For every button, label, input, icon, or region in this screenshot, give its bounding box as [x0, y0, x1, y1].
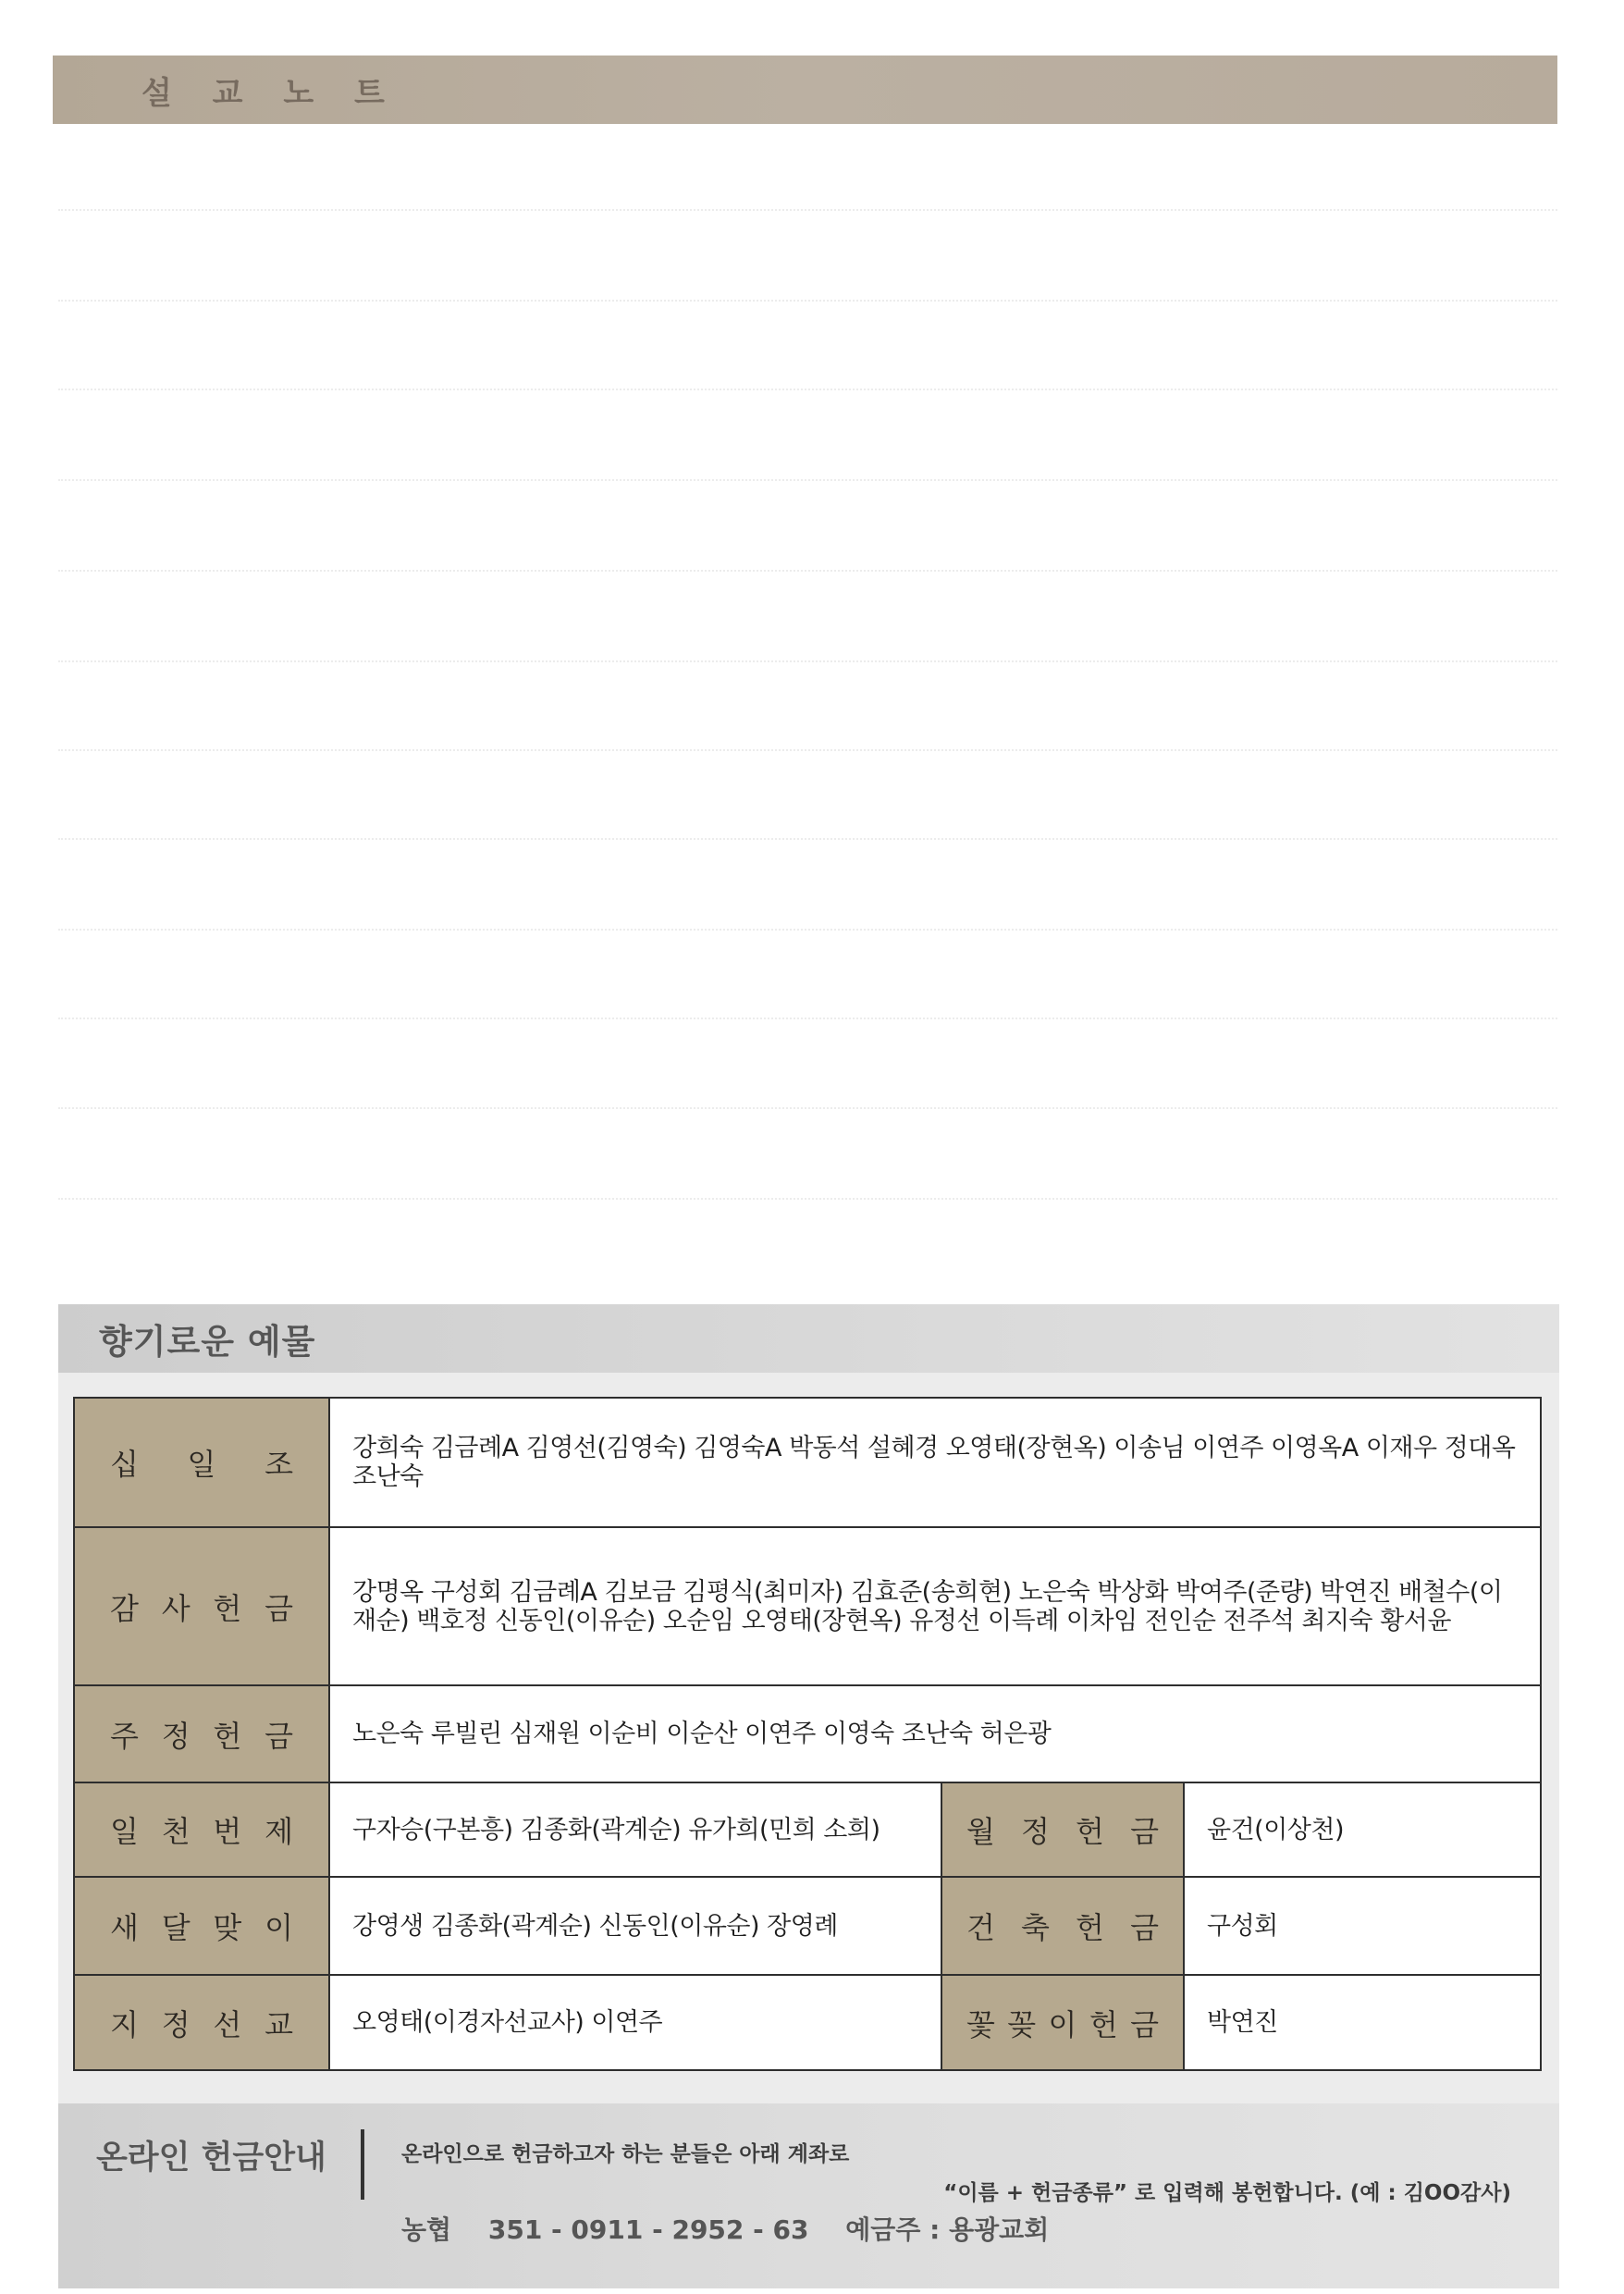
offering-side-label: 꽃 꽂 이 헌 금 [966, 2006, 1159, 2042]
offering-names-cell [330, 1976, 941, 2069]
offering-names: 강희숙 김금례A 김영선(김영숙) 김영숙A 박동석 설혜경 오영태(장현옥) 이송님 이연주 이영옥A 이재우 정대옥 조난숙 [352, 1434, 1516, 1491]
offering-label: 새 달 맞 이 [110, 1910, 293, 1945]
offering-names: 강영생 김종화(곽계순) 신동인(이유순) 장영례 [352, 1911, 838, 1941]
offering-side-names-cell [1185, 1783, 1540, 1876]
offering-side-names: 윤건(이상천) [1207, 1815, 1344, 1844]
offering-label-cell [75, 1783, 330, 1876]
offering-names: 오영태(이경자선교사) 이연주 [352, 2008, 663, 2037]
offering-names-cell [330, 1783, 941, 1876]
offerings-table [73, 1397, 1542, 2071]
offering-names: 강명옥 구성회 김금례A 김보금 김평식(최미자) 김효준(송희현) 노은숙 박상화 박여주(준량) 박연진 배철수(이재순) 백호정 신동인(이유순) 오순임 오영태(장현옥) 유정선 이득례 이차임 전인순 전주석 최지숙 황서윤 [352, 1577, 1503, 1635]
offering-row-weekly [75, 1686, 1540, 1783]
divider [361, 2129, 364, 2200]
note-line [58, 388, 1557, 390]
offering-side-label: 월 정 헌 금 [966, 1814, 1159, 1849]
offering-label: 십 일 조 [110, 1447, 293, 1482]
bank-account-info [401, 2214, 1077, 2247]
offering-side-label-cell [941, 1878, 1185, 1974]
offering-side-label-cell [941, 1976, 1185, 2069]
offering-side-names-cell [1185, 1976, 1540, 2069]
note-line [58, 1018, 1557, 1019]
offering-label: 일 천 번 제 [110, 1814, 293, 1849]
offering-label-cell [75, 1878, 330, 1974]
note-line [58, 479, 1557, 481]
offerings-section [58, 1304, 1559, 2103]
note-line [58, 838, 1557, 840]
sermon-note-header [53, 56, 1557, 124]
offering-side-label-cell [941, 1783, 1185, 1876]
offering-label: 감 사 헌 금 [110, 1590, 293, 1626]
offering-side-label: 건 축 헌 금 [966, 1910, 1159, 1945]
note-line [58, 660, 1557, 662]
offering-label-cell [75, 1976, 330, 2069]
offering-names-cell [330, 1878, 941, 1974]
offering-row-thousand-burnt [75, 1783, 1540, 1878]
sermon-note-title: 설 교 노 트 [141, 74, 400, 112]
note-line [58, 749, 1557, 751]
account-holder: 예금주 : 용광교회 [845, 2214, 1050, 2245]
note-line [58, 570, 1557, 572]
note-line [58, 1107, 1557, 1109]
online-instruction-line1: 온라인으로 헌금하고자 하는 분들은 아래 계좌로 [401, 2142, 850, 2166]
offering-row-tithe [75, 1399, 1540, 1528]
offering-names-cell [330, 1686, 1540, 1782]
offering-names-cell [330, 1399, 1540, 1526]
offering-label: 지 정 선 교 [110, 2006, 293, 2042]
offering-names: 구자승(구본흥) 김종화(곽계순) 유가희(민희 소희) [352, 1815, 880, 1844]
offerings-title: 향기로운 예물 [99, 1322, 316, 1362]
online-instruction-line2: “이름 + 헌금종류” 로 입력해 봉헌합니다. (예 : 김OO감사) [943, 2181, 1511, 2205]
offering-side-names-cell [1185, 1878, 1540, 1974]
offering-row-designated-mission [75, 1976, 1540, 2069]
offerings-header [58, 1304, 1559, 1373]
note-line [58, 929, 1557, 931]
online-offering-section [58, 2103, 1559, 2288]
offering-label-cell [75, 1399, 330, 1526]
offering-row-thanksgiving [75, 1528, 1540, 1686]
note-line [58, 1198, 1557, 1200]
offering-names-cell [330, 1528, 1540, 1684]
online-offering-label: 온라인 헌금안내 [96, 2140, 326, 2177]
offering-label-cell [75, 1528, 330, 1684]
offering-names: 노은숙 루빌린 심재원 이순비 이순산 이연주 이영숙 조난숙 허은광 [352, 1720, 1052, 1748]
account-number: 351 - 0911 - 2952 - 63 [487, 2214, 809, 2245]
note-line [58, 300, 1557, 302]
bank-name: 농협 [401, 2214, 452, 2245]
note-line [58, 209, 1557, 211]
offering-label: 주 정 헌 금 [110, 1718, 293, 1754]
offering-side-names: 구성회 [1207, 1911, 1278, 1941]
offering-label-cell [75, 1686, 330, 1782]
offering-row-new-month [75, 1878, 1540, 1976]
offering-side-names: 박연진 [1207, 2008, 1278, 2037]
